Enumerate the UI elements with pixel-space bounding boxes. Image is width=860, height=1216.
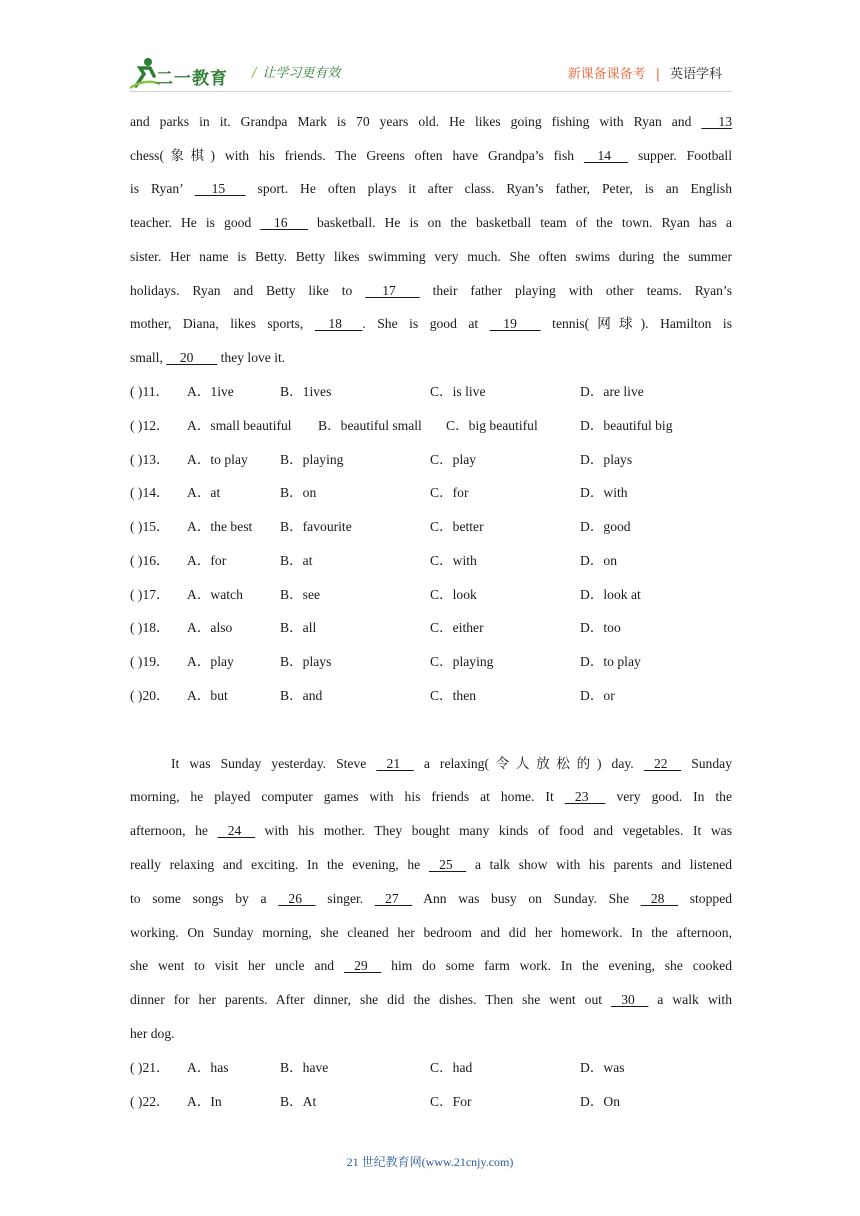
option-b: B．have bbox=[280, 1060, 329, 1075]
blank-18: 18 bbox=[314, 316, 363, 331]
question-row bbox=[130, 679, 732, 713]
option-c: C．then bbox=[430, 688, 477, 703]
question-row bbox=[130, 611, 732, 645]
passage-line: dinner for her parents. After dinner, she did the dishes. Then she went out 30 a walk with bbox=[130, 983, 732, 1017]
option-d: D．plays bbox=[580, 452, 633, 467]
option-d: D．beautiful big bbox=[580, 418, 673, 433]
passage-line: sister. Her name is Betty. Betty likes swimming very much. She often swims during the summer bbox=[130, 249, 732, 264]
option-d: D．good bbox=[580, 519, 631, 534]
option-a: A．to play bbox=[187, 452, 248, 467]
blank-27: 27 bbox=[374, 891, 413, 906]
option-b: B．see bbox=[280, 587, 321, 602]
passage-line: teacher. He is good 16 basketball. He is on the basketball team of the town. Ryan has a bbox=[130, 206, 732, 240]
option-d: D．too bbox=[580, 620, 621, 635]
question-number: ( )16． bbox=[130, 553, 170, 568]
passage-line: morning, he played computer games with his friends at home. It 23 very good. In the bbox=[130, 780, 732, 814]
question-row bbox=[130, 510, 732, 544]
header-course-label: 新课备课备考 bbox=[567, 67, 646, 82]
question-row bbox=[130, 578, 732, 612]
blank-19: 19 bbox=[489, 316, 541, 331]
question-number: ( )19． bbox=[130, 654, 170, 669]
option-a: A．watch bbox=[187, 587, 243, 602]
passage-line: mother, Diana, likes sports, 18 . She is good at 19 tennis(网球). Hamilton is bbox=[130, 307, 732, 341]
option-b: B．plays bbox=[280, 654, 332, 669]
option-b: B．and bbox=[280, 688, 323, 703]
passage-line: and parks in it. Grandpa Mark is 70 years old. He likes going fishing with Ryan and 13 bbox=[130, 105, 732, 139]
option-a: A．for bbox=[187, 553, 227, 568]
option-a: A．play bbox=[187, 654, 234, 669]
passage-line: chess(象棋) with his friends. The Greens often have Grandpa’s fish 14 supper. Football bbox=[130, 139, 732, 173]
question-row bbox=[130, 476, 732, 510]
question-row bbox=[130, 443, 732, 477]
blank-16: 16 bbox=[260, 215, 308, 230]
option-d: D．with bbox=[580, 485, 628, 500]
option-c: C．For bbox=[430, 1094, 472, 1109]
option-c: C．play bbox=[430, 452, 477, 467]
passage-line: afternoon, he 24 with his mother. They bought many kinds of food and vegetables. It was bbox=[130, 814, 732, 848]
blank-15: 15 bbox=[194, 181, 246, 196]
question-number: ( )11． bbox=[130, 384, 170, 399]
option-b: B．playing bbox=[280, 452, 344, 467]
question-number: ( )14． bbox=[130, 485, 170, 500]
option-c: C．had bbox=[430, 1060, 473, 1075]
header-divider-line bbox=[130, 91, 732, 92]
option-c: C．playing bbox=[430, 654, 494, 669]
option-a: A．the best bbox=[187, 519, 253, 534]
option-a: A．In bbox=[187, 1094, 222, 1109]
slogan-text: 让学习更有效 bbox=[262, 66, 341, 81]
blank-20: 20 bbox=[166, 350, 218, 365]
option-c: C．either bbox=[430, 620, 484, 635]
option-d: D．or bbox=[580, 688, 615, 703]
option-d: D．to play bbox=[580, 654, 641, 669]
blank-23: 23 bbox=[564, 789, 606, 804]
blank-28: 28 bbox=[640, 891, 679, 906]
question-number: ( )22． bbox=[130, 1094, 170, 1109]
blank-22: 22 bbox=[643, 756, 682, 771]
blank-29: 29 bbox=[343, 958, 382, 973]
option-b: B．on bbox=[280, 485, 317, 500]
passage-line: holidays. Ryan and Betty like to 17 their father playing with other teams. Ryan’s bbox=[130, 274, 732, 308]
question-row bbox=[130, 645, 732, 679]
question-row bbox=[130, 1085, 732, 1119]
blank-17: 17 bbox=[365, 283, 420, 298]
option-d: D．are live bbox=[580, 384, 644, 399]
question-row bbox=[130, 1051, 732, 1085]
option-a: A．but bbox=[187, 688, 228, 703]
option-c: C．look bbox=[430, 587, 477, 602]
page-footer[interactable]: 21 世纪教育网(www.21cnjy.com) bbox=[346, 1155, 514, 1169]
logo-text: 二一教育 bbox=[156, 69, 228, 89]
option-c: C．with bbox=[430, 553, 477, 568]
blank-26: 26 bbox=[278, 891, 316, 906]
option-b: B．at bbox=[280, 553, 313, 568]
question-row bbox=[130, 375, 732, 409]
question-number: ( )18． bbox=[130, 620, 170, 635]
question-number: ( )21． bbox=[130, 1060, 170, 1075]
option-c: C．for bbox=[430, 485, 469, 500]
passage-line: her dog. bbox=[130, 1026, 175, 1041]
question-number: ( )13． bbox=[130, 452, 170, 467]
passage-line: really relaxing and exciting. In the evening, he 25 a talk show with his parents and listened bbox=[130, 848, 732, 882]
passage-line: working. On Sunday morning, she cleaned her bedroom and did her homework. In the afternoon, bbox=[130, 925, 732, 940]
slogan: / 让学习更有效 bbox=[252, 66, 341, 81]
logo bbox=[130, 56, 238, 90]
passage-line: small, 20 they love it. bbox=[130, 341, 732, 375]
passage-line: is Ryan’ 15 sport. He often plays it after class. Ryan’s father, Peter, is an English bbox=[130, 172, 732, 206]
blank-13: 13 bbox=[701, 114, 732, 129]
question-number: ( )12． bbox=[130, 418, 170, 433]
blank-24: 24 bbox=[217, 823, 255, 838]
header-subject-label: 英语学科 bbox=[669, 67, 722, 82]
option-a: A．has bbox=[187, 1060, 229, 1075]
question-number: ( )20． bbox=[130, 688, 170, 703]
option-b: B．beautiful small bbox=[318, 418, 422, 433]
option-c: C．is live bbox=[430, 384, 486, 399]
option-a: A．also bbox=[187, 620, 233, 635]
blank-21: 21 bbox=[376, 756, 414, 771]
passage-line: It was Sunday yesterday. Steve 21 a relaxing(令人放松的) day. 22 Sunday bbox=[171, 747, 732, 781]
option-d: D．On bbox=[580, 1094, 621, 1109]
option-a: A．1ive bbox=[187, 384, 234, 399]
option-a: A．small beautiful bbox=[187, 418, 292, 433]
header-subject bbox=[568, 63, 722, 82]
option-d: D．was bbox=[580, 1060, 625, 1075]
option-c: C．big beautiful bbox=[446, 418, 538, 433]
question-number: ( )17． bbox=[130, 587, 170, 602]
passage-line: she went to visit her uncle and 29 him do some farm work. In the evening, she cooked bbox=[130, 949, 732, 983]
option-a: A．at bbox=[187, 485, 221, 500]
question-row bbox=[130, 544, 732, 578]
question-number: ( )15． bbox=[130, 519, 170, 534]
question-row bbox=[130, 409, 732, 443]
option-b: B．1ives bbox=[280, 384, 332, 399]
option-c: C．better bbox=[430, 519, 484, 534]
blank-30: 30 bbox=[611, 992, 649, 1007]
blank-25: 25 bbox=[428, 857, 467, 872]
option-d: D．on bbox=[580, 553, 618, 568]
passage-line: to some songs by a 26 singer. 27 Ann was busy on Sunday. She 28 stopped bbox=[130, 882, 732, 916]
option-b: B．favourite bbox=[280, 519, 352, 534]
page-header bbox=[130, 54, 732, 94]
header-divider: | bbox=[655, 67, 660, 82]
option-b: B．At bbox=[280, 1094, 317, 1109]
option-d: D．look at bbox=[580, 587, 641, 602]
option-b: B．all bbox=[280, 620, 317, 635]
blank-14: 14 bbox=[583, 148, 629, 163]
